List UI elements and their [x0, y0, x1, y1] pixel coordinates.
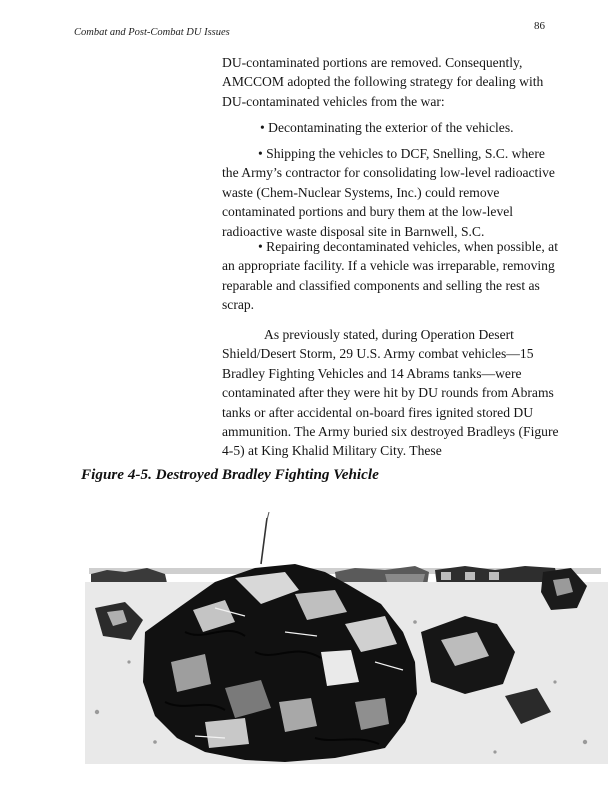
bullet-symbol: • [258, 146, 263, 161]
figure-caption: Figure 4-5. Destroyed Bradley Fighting Vehicle [81, 466, 379, 483]
bullet-item-1 [222, 118, 598, 137]
running-header: Combat and Post-Combat DU Issues [74, 27, 230, 38]
bradley-photo [85, 512, 608, 764]
bradley-photo-image [85, 512, 608, 764]
page-number: 86 [534, 20, 545, 32]
bullet-text: Shipping the vehicles to DCF, Snelling, S.C. where the Army’s contractor for consolidating low-level radioactive waste (Chem-Nuclear Systems, Inc.) could remove contaminated portions and bury them at the low-level radioactive waste disposal site in Barnwell, S.C. [222, 146, 555, 239]
operation-paragraph: As previously stated, during Operation Desert Shield/Desert Storm, 29 U.S. Army combat vehicles—15 Bradley Fighting Vehicles and 14 Abrams tanks—were contaminated after they were hit by DU rounds from Abrams tanks or after accidental on-board fires ignited stored DU ammunition. The Army buried six destroyed Bradleys (Figure 4-5) at King Khalid Military City. These [222, 327, 559, 459]
intro-paragraph: DU-contaminated portions are removed. Consequently, AMCCOM adopted the following strategy for dealing with DU-contaminated vehicles from the war: [222, 55, 544, 109]
bullet-symbol: • [260, 120, 265, 135]
bullet-item-2 [222, 144, 560, 241]
bullet-symbol: • [258, 239, 263, 254]
bullet-item-3 [222, 237, 560, 315]
bullet-text: Decontaminating the exterior of the vehicles. [268, 120, 514, 135]
bullet-text: Repairing decontaminated vehicles, when possible, at an appropriate facility. If a vehicle was irreparable, removing reparable and classified components and selling the rest as scrap. [222, 239, 558, 313]
